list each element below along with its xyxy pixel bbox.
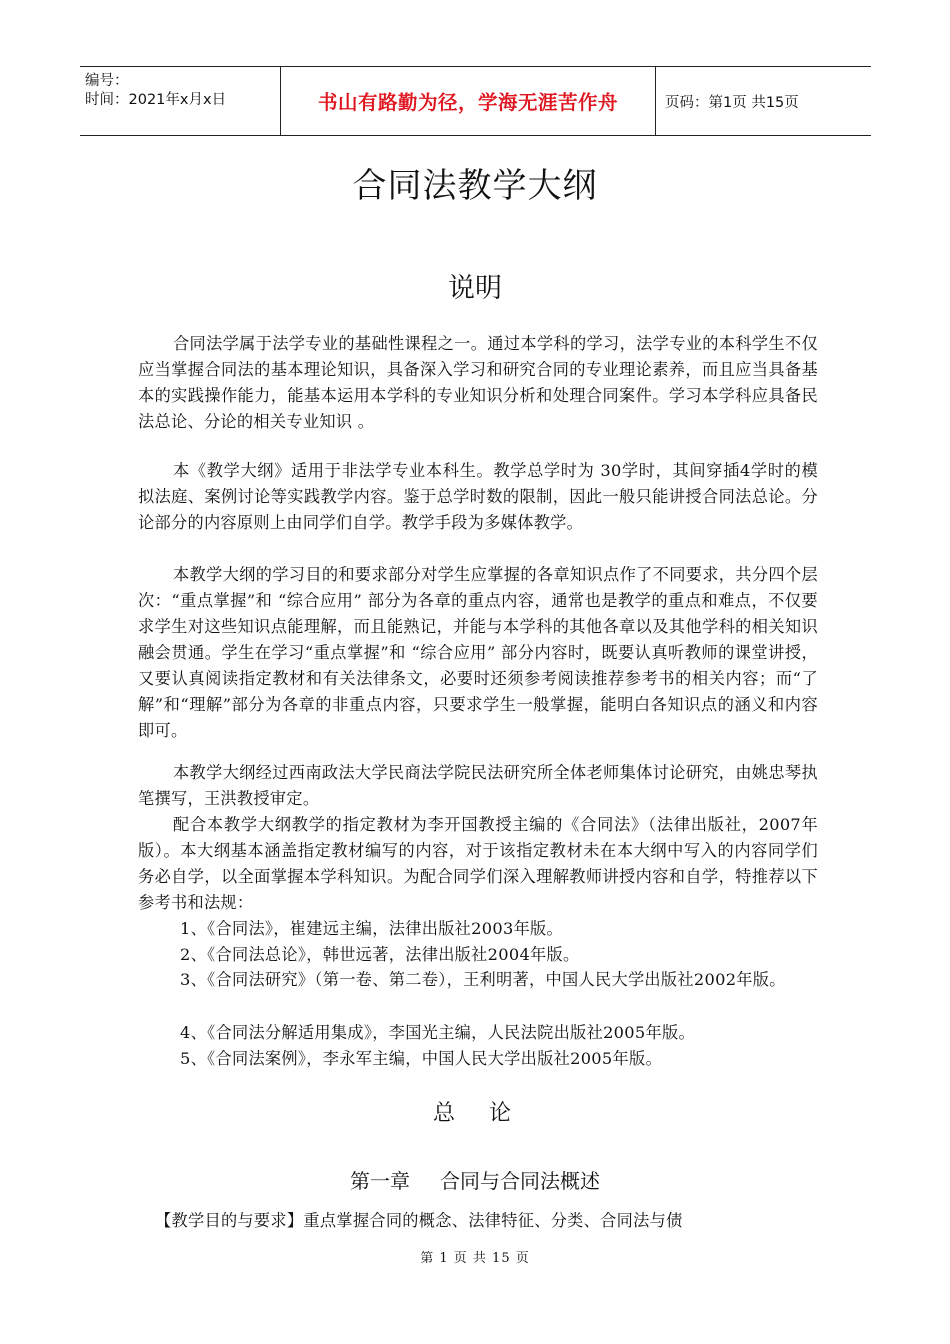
reference-item: 3、《合同法研究》（第一卷、第二卷），王利明著，中国人民大学出版社2002年版。 [180, 970, 786, 989]
section-heading-general: 总 论 [432, 1101, 517, 1126]
chapter-name: 合同与合同法概述 [440, 1169, 600, 1193]
reference-item: 2、《合同法总论》，韩世远著，法律出版社2004年版。 [180, 945, 580, 964]
paragraph-1: 合同法学属于法学专业的基础性课程之一。通过本学科的学习，法学专业的本科学生不仅应当掌握合同法的基本理论知识，具备深入学习和研究合同的专业理论素养，而且应当具备基本的实践操作能力，能基本运用本学科的专业知识分析和处理合同案件。学习本学科应具备民法总论、分论的相关专业知识 。 [138, 334, 818, 431]
reference-item: 5、《合同法案例》，李永军主编，中国人民大学出版社2005年版。 [180, 1049, 662, 1068]
teaching-goal-line: 【教学目的与要求】重点掌握合同的概念、法律特征、分类、合同法与债 [155, 1211, 683, 1230]
time-label: 时间：2021年x月x日 [85, 92, 227, 108]
reference-item: 1、《合同法》，崔建远主编，法律出版社2003年版。 [180, 919, 564, 938]
serial-label: 编号： [85, 73, 129, 89]
header-page-label: 页码：第1页 共15页 [665, 94, 799, 111]
paragraph-4: 本教学大纲经过西南政法大学民商法学院民法研究所全体老师集体讨论研究，由姚忠琴执笔撰写，王洪教授审定。 [138, 763, 818, 808]
page-header [80, 66, 871, 136]
header-meta [80, 67, 280, 135]
section-heading-explain: 说明 [448, 273, 502, 304]
paragraph-2: 本《教学大纲》适用于非法学专业本科生。教学总学时为 30学时，其间穿插4学时的模拟法庭、案例讨论等实践教学内容。鉴于总学时数的限制，因此一般只能讲授合同法总论。分论部分的内容原则上由同学们自学。教学手段为多媒体教学。 [138, 461, 818, 532]
chapter-number: 第一章 [350, 1169, 410, 1193]
document-title: 合同法教学大纲 [352, 166, 598, 206]
paragraph-3: 本教学大纲的学习目的和要求部分对学生应掌握的各章知识点作了不同要求，共分四个层次：“重点掌握”和 “综合应用” 部分为各章的重点内容，通常也是教学的重点和难点，不仅要求学生对这些知识点能理解，而且能熟记，并能与本学科的其他各章以及其他学科的相关知识融会贯通。学生在学习“重点掌握”和 “综合应用” 部分内容时，既要认真听教师的课堂讲授，又要认真阅读指定教材和有关法律条文，必要时还须参考阅读推荐参考书的相关内容；而“了解”和“理解”部分为各章的非重点内容，只要求学生一般掌握，能明白各知识点的涵义和内容即可。 [138, 565, 818, 740]
reference-item: 4、《合同法分解适用集成》，李国光主编，人民法院出版社2005年版。 [180, 1023, 695, 1042]
chapter-heading [0, 1165, 950, 1194]
header-motto: 书山有路勤为径，学海无涯苦作舟 [280, 67, 656, 135]
paragraph-5: 配合本教学大纲教学的指定教材为李开国教授主编的《合同法》（法律出版社，2007年版）。本大纲基本涵盖指定教材编写的内容，对于该指定教材未在本大纲中写入的内容同学们务必自学，以全面掌握本学科知识。为配合同学们深入理解教师讲授内容和自学，特推荐以下参考书和法规： [138, 815, 818, 912]
page-footer: 第 1 页 共 15 页 [420, 1251, 530, 1266]
